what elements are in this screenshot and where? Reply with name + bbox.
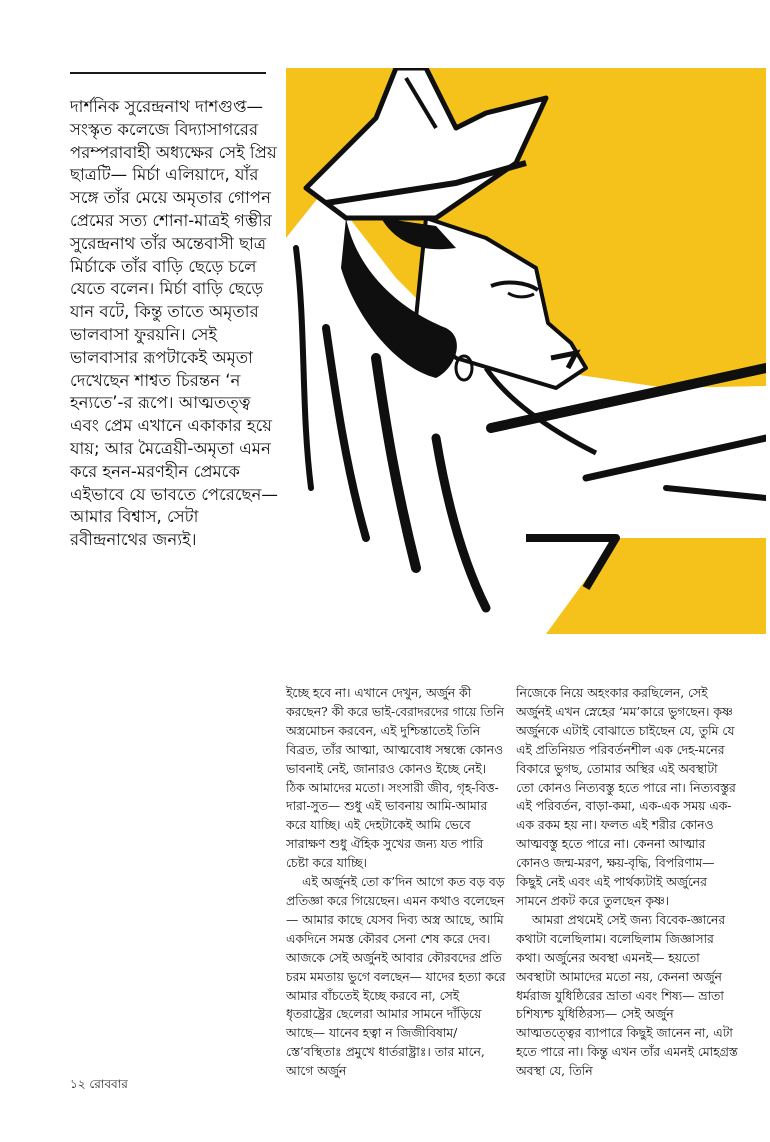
paragraph: নিজেকে নিয়ে অহংকার করছিলেন, সেই অর্জুনই এখন স্নেহের ‘মম’কারে ভুগছেন। কৃষ্ণ অর্জুনকে এটাই বোঝাতে চাইছেন যে, তুমি যে এই প্রতিনিয়ত পরিবর্তনশীল এক দেহ-মনের বিকারে ভুগছ, তোমার অস্থির এই অবস্থাটা তো কোনও নিত্যবস্তু হতে পারে না। নিত্যবস্তুর এই পরিবর্তন, বাড়া-কমা, এক-এক সময় এক-এক রকম হয় না। ফলত এই শরীর কোনও আত্মবস্তু হতে পারে না। কেননা আত্মার কোনও জন্ম-মরণ, ক্ষয়-বৃদ্ধি, বিপরিণাম— কিছুই নেই এবং এই পার্থক্যটাই অর্জুনের সামনে প্রকট করে তুলছেন কৃষ্ণ। <box>516 686 736 908</box>
pull-quote: দার্শনিক সুরেন্দ্রনাথ দাশগুপ্ত— সংস্কৃত কলেজে বিদ্যাসাগরের পরম্পরাবাহী অধ্যক্ষের সেই প্রিয় ছাত্রটি— মির্চা এলিয়াদে, যাঁর সঙ্গে তাঁর মেয়ে অমৃতার গোপন প্রেমের সত্য শোনা-মাত্রই গম্ভীর সুরেন্দ্রনাথ তাঁর অন্তেবাসী ছাত্র মির্চাকে তাঁর বাড়ি ছেড়ে চলে যেতে বলেন। মির্চা বাড়ি ছেড়ে যান বটে, কিন্তু তাতে অমৃতার ভালবাসা ফুরয়নি। সেই ভালবাসার রূপটাকেই অমৃতা দেখেছেন শাশ্বত চিরন্তন ‘ন হন্যতে’-র রূপে। আত্মতত্ত্ব এবং প্রেম এখানে একাকার হয়ে যায়; আর মৈত্রেয়ী-অমৃতা এমন করে হনন-মরণহীন প্রেমকে এইভাবে যে ভাবতে পেরেছেন— আমার বিশ্বাস, সেটা রবীন্দ্রনাথের জন্যই। <box>70 97 278 550</box>
arjuna-illustration <box>286 68 766 634</box>
illustration-svg <box>286 68 766 634</box>
page-folio: ১২ রোববার <box>70 1077 128 1091</box>
top-rule <box>70 72 266 74</box>
paragraph: আমরা প্রথমেই সেই জন্য বিবেক-জ্ঞানের কথাটা বলেছিলাম। বলেছিলাম জিজ্ঞাসার কথা। অর্জুনের অবস্থা এমনই— হয়তো অবস্থাটা আমাদের মতো নয়, কেননা অর্জুন ধর্মরাজ যুধিষ্ঠিরের ভ্রাতা এবং শিষ্য— ভ্রাতা চশিষ্যশ্চ যুধিষ্ঠিরস্য— সেই অর্জুন আত্মতত্ত্বের ব্যাপারে কিছুই জানেন না, এটা হতে পারে না। কিন্তু এখন তাঁর এমনই মোহগ্রস্ত অবস্থা যে, তিনি <box>516 912 738 1079</box>
article-column-left <box>286 684 508 1086</box>
paragraph: এই অর্জুনই তো ক’দিন আগে কত বড় বড় প্রতিজ্ঞা করে গিয়েছেন। এমন কথাও বলেছেন— আমার কাছে যেসব দিব্য অস্ত্র আছে, আমি একদিনে সমস্ত কৌরব সেনা শেষ করে দেব। আজকে সেই অর্জুনই আবার কৌরবদের প্রতি চরম মমতায় ভুগে বলছেন— যাদের হত্যা করে আমার বাঁচতেই ইচ্ছে করবে না, সেই ধৃতরাষ্ট্রের ছেলেরা আমার সামনে দাঁড়িয়ে আছে— যানেব হত্বা ন জিজীবিষাম/ স্তে’বস্থিতাঃ প্রমুখে ধার্তরাষ্ট্রাঃ। তার মানে, আগে অর্জুন <box>286 875 506 1079</box>
paragraph: ইচ্ছে হবে না। এখানে দেখুন, অর্জুন কী করছেন? কী করে ভাই-বেরাদরদের গায়ে তিনি অস্ত্রমোচন করবেন, এই দুশ্চিন্তাতেই তিনি বিব্রত, তাঁর আত্মা, আত্মবোধ সম্বন্ধে কোনও ভাবনাই নেই, জানারও কোনও ইচ্ছে নেই। ঠিক আমাদের মতো। সংসারী জীব, গৃহ-বিত্ত-দারা-সুত— শুধু এই ভাবনায় আমি-আমার করে যাচ্ছি। এই দেহটাকেই আমি ভেবে সারাক্ষণ শুধু ঐহিক সুখের জন্য যত পারি চেষ্টা করে যাচ্ছি। <box>286 686 504 871</box>
article-column-right <box>516 684 738 1086</box>
